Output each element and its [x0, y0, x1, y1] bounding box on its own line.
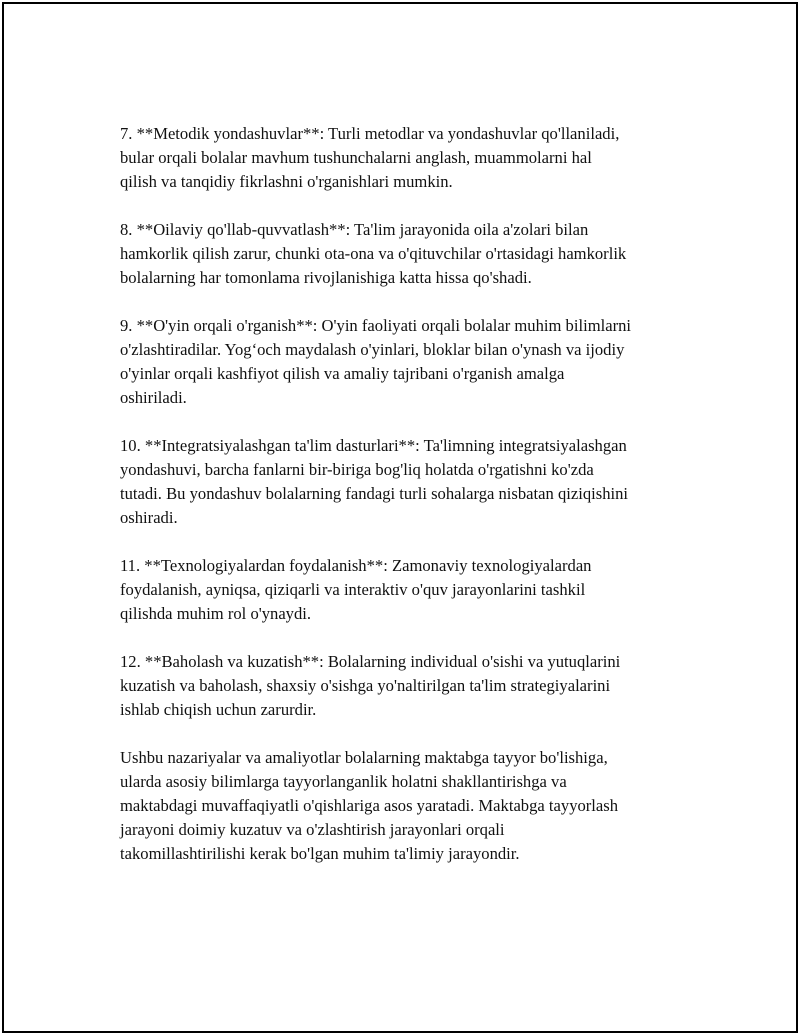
paragraph-assessment-and-observation	[120, 650, 710, 722]
document-body	[120, 122, 710, 890]
text-line: qilishda muhim rol o'ynaydi.	[120, 604, 312, 623]
paragraph-learning-through-play	[120, 314, 710, 410]
text-line: hamkorlik qilish zarur, chunki ota-ona va o'qituvchilar o'rtasidagi hamkorlik	[120, 244, 627, 263]
text-line: bolalarning har tomonlama rivojlanishiga katta hissa qo'shadi.	[120, 268, 532, 287]
text-line: maktabdagi muvaffaqiyatli o'qishlariga asos yaratadi. Maktabga tayyorlash	[120, 796, 619, 815]
text-line: kuzatish va baholash, shaxsiy o'sishga yo'naltirilgan ta'lim strategiyalarini	[120, 676, 611, 695]
paragraph-using-technology	[120, 554, 710, 626]
paragraph-integrated-curricula	[120, 434, 710, 530]
text-line: oshiriladi.	[120, 388, 187, 407]
text-line: jarayoni doimiy kuzatuv va o'zlashtirish jarayonlari orqali	[120, 820, 505, 839]
text-line: 9. **O'yin orqali o'rganish**: O'yin faoliyati orqali bolalar muhim bilimlarni	[120, 316, 632, 335]
text-line: 11. **Texnologiyalardan foydalanish**: Zamonaviy texnologiyalardan	[120, 556, 592, 575]
text-line: 10. **Integratsiyalashgan ta'lim dasturlari**: Ta'limning integratsiyalashgan	[120, 436, 627, 455]
text-line: oshiradi.	[120, 508, 178, 527]
text-line: bular orqali bolalar mavhum tushunchalarni anglash, muammolarni hal	[120, 148, 592, 167]
text-line: ularda asosiy bilimlarga tayyorlanganlik holatni shakllantirishga va	[120, 772, 567, 791]
text-line: o'yinlar orqali kashfiyot qilish va amaliy tajribani o'rganish amalga	[120, 364, 565, 383]
text-line: 8. **Oilaviy qo'llab-quvvatlash**: Ta'lim jarayonida oila a'zolari bilan	[120, 220, 589, 239]
text-line: qilish va tanqidiy fikrlashni o'rganishlari mumkin.	[120, 172, 453, 191]
text-line: ishlab chiqish uchun zarurdir.	[120, 700, 317, 719]
text-line: yondashuvi, barcha fanlarni bir-biriga bog'liq holatda o'rgatishni ko'zda	[120, 460, 594, 479]
document-page	[2, 2, 798, 1033]
text-line: 12. **Baholash va kuzatish**: Bolalarning individual o'sishi va yutuqlarini	[120, 652, 621, 671]
text-line: 7. **Metodik yondashuvlar**: Turli metodlar va yondashuvlar qo'llaniladi,	[120, 124, 620, 143]
text-line: takomillashtirilishi kerak bo'lgan muhim ta'limiy jarayondir.	[120, 844, 520, 863]
text-line: Ushbu nazariyalar va amaliyotlar bolalarning maktabga tayyor bo'lishiga,	[120, 748, 608, 767]
text-line: foydalanish, ayniqsa, qiziqarli va interaktiv o'quv jarayonlarini tashkil	[120, 580, 586, 599]
text-line: o'zlashtiradilar. Yog‘och maydalash o'yinlari, bloklar bilan o'ynash va ijodiy	[120, 340, 625, 359]
paragraph-methodical-approaches	[120, 122, 710, 194]
text-line: tutadi. Bu yondashuv bolalarning fandagi turli sohalarga nisbatan qiziqishini	[120, 484, 629, 503]
paragraph-family-support	[120, 218, 710, 290]
paragraph-conclusion	[120, 746, 710, 866]
